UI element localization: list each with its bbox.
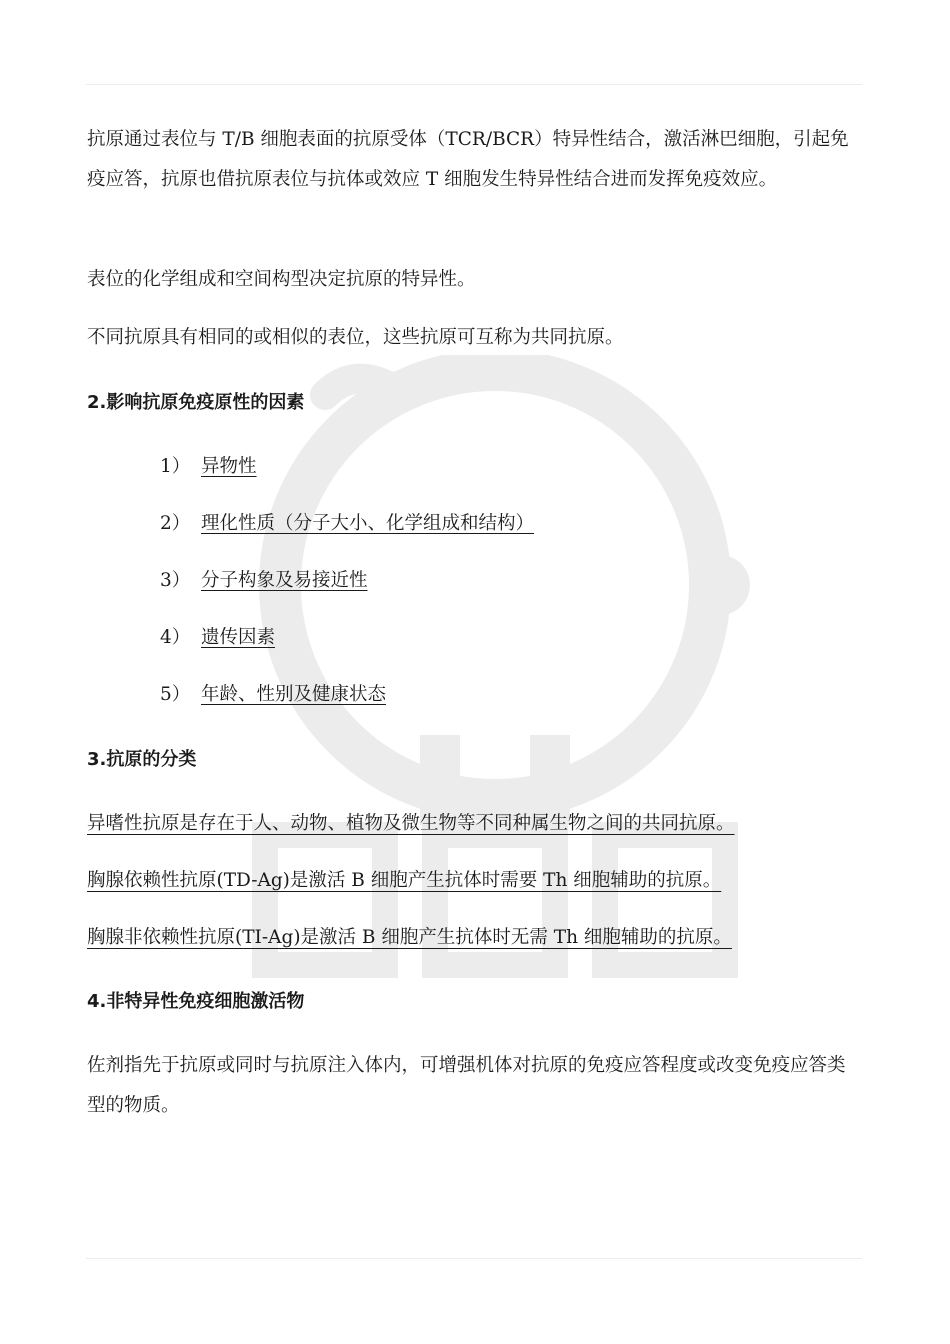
list-text: 分子构象及易接近性	[201, 570, 368, 591]
list-number: 2）	[160, 513, 191, 534]
list-number: 4）	[160, 627, 191, 648]
footer-rule	[86, 1258, 862, 1259]
list-text: 异物性	[201, 456, 257, 477]
list-text: 年龄、性别及健康状态	[201, 684, 387, 705]
classification-line-heterophilic: 异嗜性抗原是存在于人、动物、植物及微生物等不同种属生物之间的共同抗原。	[87, 813, 735, 834]
classification-line-td-ag: 胸腺依赖性抗原(TD-Ag)是激活 B 细胞产生抗体时需要 Th 细胞辅助的抗原。	[87, 870, 722, 891]
list-item	[160, 455, 257, 479]
list-number: 1）	[160, 456, 191, 477]
section-heading-antigen-classification: 3.抗原的分类	[87, 749, 197, 770]
classification-line-ti-ag: 胸腺非依赖性抗原(TI-Ag)是激活 B 细胞产生抗体时无需 Th 细胞辅助的抗原。	[87, 927, 732, 948]
list-item	[160, 626, 275, 650]
paragraph-epitope-binding: 抗原通过表位与 T/B 细胞表面的抗原受体（TCR/BCR）特异性结合，激活淋巴细胞，引起免疫应答，抗原也借抗原表位与抗体或效应 T 细胞发生特异性结合进而发挥免疫效应。	[87, 129, 849, 190]
paragraph-epitope-specificity: 表位的化学组成和空间构型决定抗原的特异性。	[87, 269, 476, 290]
list-text: 遗传因素	[201, 627, 276, 648]
list-number: 3）	[160, 570, 191, 591]
list-number: 5）	[160, 684, 191, 705]
paragraph-common-antigen: 不同抗原具有相同的或相似的表位，这些抗原可互称为共同抗原。	[87, 327, 624, 348]
list-item	[160, 683, 386, 707]
list-item	[160, 512, 534, 536]
section-heading-immunogenicity-factors: 2.影响抗原免疫原性的因素	[87, 392, 305, 413]
list-item	[160, 569, 368, 593]
paragraph-adjuvant: 佐剂指先于抗原或同时与抗原注入体内，可增强机体对抗原的免疫应答程度或改变免疫应答类型的物质。	[87, 1055, 846, 1116]
header-rule	[86, 84, 862, 85]
section-heading-nonspecific-activators: 4.非特异性免疫细胞激活物	[87, 991, 305, 1012]
watermark-logo-icon	[205, 355, 785, 995]
list-text: 理化性质（分子大小、化学组成和结构）	[201, 513, 535, 534]
